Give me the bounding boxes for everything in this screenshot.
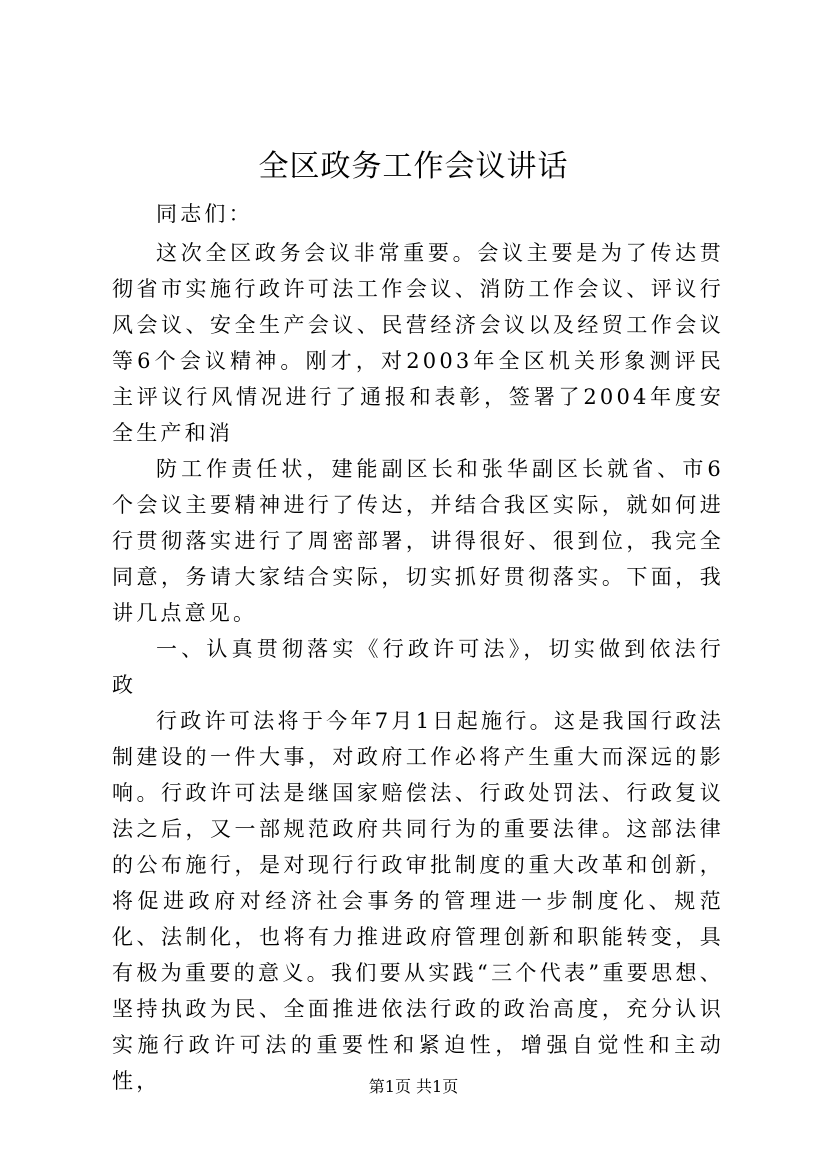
page-number-footer: 第1页 共1页 xyxy=(368,1077,459,1096)
salutation: 同志们： xyxy=(156,202,253,226)
paragraph: 行政许可法将于今年7月1日起施行。这是我国行政法制建设的一件大事，对政府工作必将产生重大而深远的影响。行政许可法是继国家赔偿法、行政处罚法、行政复议法之后，又一部规范政府共同行为的重要法律。这部法律的公布施行，是对现行行政审批制度的重大改革和创新，将促进政府对经济社会事务的管理进一步制度化、规范化、法制化，也将有力推进政府管理创新和职能转变，具有极为重要的意义。我们要从实践“三个代表”重要思想、坚持执政为民、全面推进依法行政的政治高度，充分认识实施行政许可法的重要性和紧迫性，增强自觉性和主动性， xyxy=(112,709,724,1093)
section-heading: 一、认真贯彻落实《行政许可法》，切实做到依法行政 xyxy=(112,637,724,697)
document-title: 全区政务工作会议讲话 xyxy=(258,149,569,184)
document-body xyxy=(112,196,724,1099)
paragraph: 这次全区政务会议非常重要。会议主要是为了传达贯彻省市实施行政许可法工作会议、消防工作会议、评议行风会议、安全生产会议、民营经济会议以及经贸工作会议等6个会议精神。刚才，对2003年全区机关形象测评民主评议行风情况进行了通报和表彰，签署了2004年度安全生产和消 xyxy=(112,241,724,445)
paragraph: 防工作责任状，建能副区长和张华副区长就省、市6个会议主要精神进行了传达，并结合我区实际，就如何进行贯彻落实进行了周密部署，讲得很好、很到位，我完全同意，务请大家结合实际，切实抓好贯彻落实。下面，我讲几点意见。 xyxy=(112,457,724,625)
